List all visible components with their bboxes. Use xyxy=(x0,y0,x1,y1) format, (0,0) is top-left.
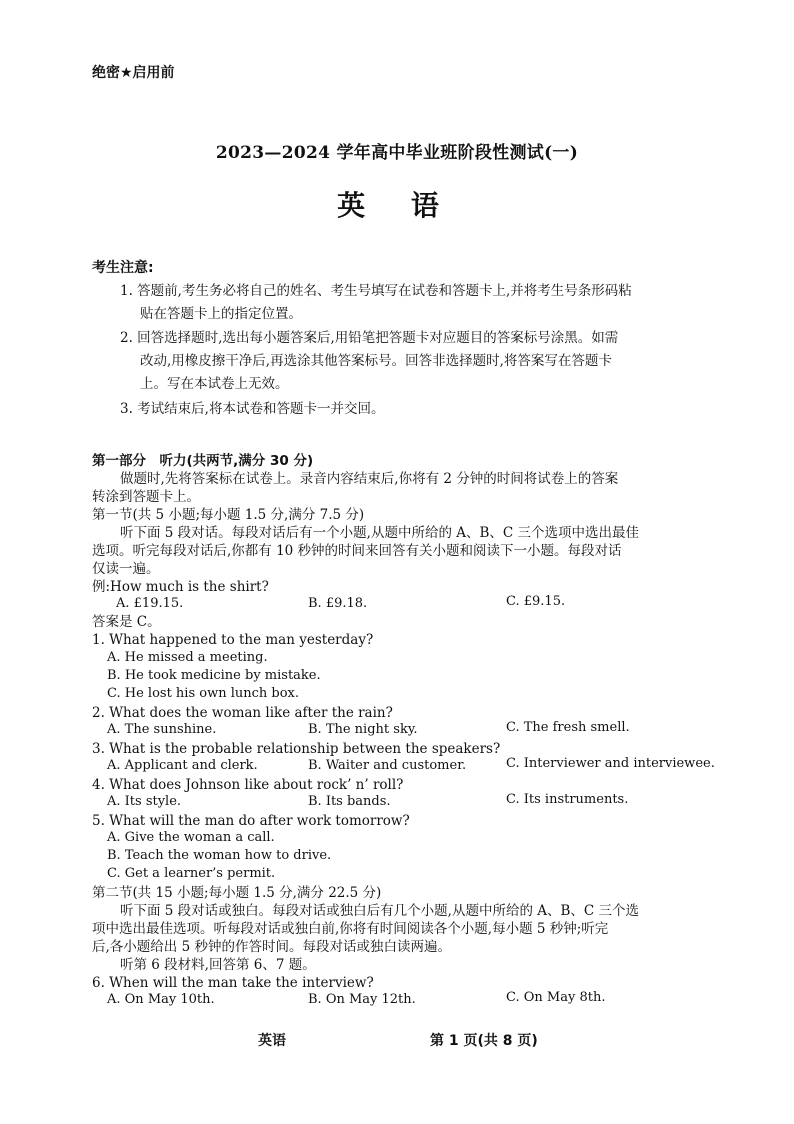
option-3a: A. Applicant and clerk. xyxy=(107,758,258,773)
section2-intro: 听下面 5 段对话或独白。每段对话或独白后有几个小题,从题中所给的 A、B、C 三个选 xyxy=(120,903,640,919)
example-option-a: A. £19.15. xyxy=(116,596,184,611)
footer-subject: 英语 xyxy=(258,1033,286,1049)
option-1c: C. He lost his own lunch box. xyxy=(107,686,300,701)
question-2: 2. What does the woman like after the rain? xyxy=(92,705,393,721)
option-6b: B. On May 12th. xyxy=(308,992,416,1007)
notice-item-2 xyxy=(120,327,708,396)
option-5a: A. Give the woman a call. xyxy=(107,830,275,845)
example-question: 例:How much is the shirt? xyxy=(92,579,269,595)
question-3: 3. What is the probable relationship between the speakers? xyxy=(92,741,501,757)
question-4: 4. What does Johnson like about rock’ n’ roll? xyxy=(92,777,404,793)
notice-item-1 xyxy=(120,280,708,326)
notice-item-3 xyxy=(120,398,708,421)
notice-line: 改动,用橡皮擦干净后,再选涂其他答案标号。回答非选择题时,将答案写在答题卡 xyxy=(140,353,612,369)
option-2b: B. The night sky. xyxy=(308,722,418,737)
option-4b: B. Its bands. xyxy=(308,794,391,809)
part1-heading: 第一部分 听力(共两节,满分 30 分) xyxy=(92,453,314,469)
question-1: 1. What happened to the man yesterday? xyxy=(92,632,374,648)
example-option-b: B. £9.18. xyxy=(308,596,368,611)
notice-line: 贴在答题卡上的指定位置。 xyxy=(140,306,302,322)
option-5c: C. Get a learner’s permit. xyxy=(107,866,276,881)
footer-page-number: 第 1 页(共 8 页) xyxy=(430,1033,538,1049)
notice-line: 3. 考试结束后,将本试卷和答题卡一并交回。 xyxy=(120,401,385,417)
part1-intro: 做题时,先将答案标在试卷上。录音内容结束后,你将有 2 分钟的时间将试卷上的答案 xyxy=(120,471,619,487)
section1-heading: 第一节(共 5 小题;每小题 1.5 分,满分 7.5 分) xyxy=(92,507,365,523)
option-2a: A. The sunshine. xyxy=(107,722,217,737)
option-4c: C. Its instruments. xyxy=(506,792,629,807)
option-1a: A. He missed a meeting. xyxy=(107,650,268,665)
part1-intro: 转涂到答题卡上。 xyxy=(92,489,200,505)
question-6: 6. When will the man take the interview? xyxy=(92,975,374,991)
subject-title: 英 语 xyxy=(337,189,457,222)
option-6c: C. On May 8th. xyxy=(506,990,606,1005)
option-2c: C. The fresh smell. xyxy=(506,720,630,735)
example-answer: 答案是 C。 xyxy=(92,614,161,630)
section1-intro: 听下面 5 段对话。每段对话后有一个小题,从题中所给的 A、B、C 三个选项中选出最佳 xyxy=(120,525,640,541)
option-3b: B. Waiter and customer. xyxy=(308,758,467,773)
confidential-label: 绝密★启用前 xyxy=(92,65,175,81)
notice-line: 2. 回答选择题时,选出每小题答案后,用铅笔把答题卡对应题目的答案标号涂黑。如需 xyxy=(120,330,619,346)
material-instruction: 听第 6 段材料,回答第 6、7 题。 xyxy=(120,957,316,973)
section2-intro: 后,各小题给出 5 秒钟的作答时间。每段对话或独白读两遍。 xyxy=(92,939,451,955)
option-3c: C. Interviewer and interviewee. xyxy=(506,756,715,771)
option-5b: B. Teach the woman how to drive. xyxy=(107,848,332,863)
section1-intro: 仅读一遍。 xyxy=(92,561,160,577)
notice-line: 上。写在本试卷上无效。 xyxy=(140,376,289,392)
example-option-c: C. £9.15. xyxy=(506,594,566,609)
notice-line: 1. 答题前,考生务必将自己的姓名、考生号填写在试卷和答题卡上,并将考生号条形码粘 xyxy=(120,283,632,299)
section1-intro: 选项。听完每段对话后,你都有 10 秒钟的时间来回答有关小题和阅读下一小题。每段对话 xyxy=(92,543,622,559)
exam-title: 2023—2024 学年高中毕业班阶段性测试(一) xyxy=(215,143,579,163)
section2-heading: 第二节(共 15 小题;每小题 1.5 分,满分 22.5 分) xyxy=(92,885,382,901)
option-4a: A. Its style. xyxy=(107,794,182,809)
option-1b: B. He took medicine by mistake. xyxy=(107,668,321,683)
notice-heading: 考生注意: xyxy=(92,260,154,276)
question-5: 5. What will the man do after work tomorrow? xyxy=(92,813,410,829)
section2-intro: 项中选出最佳选项。听每段对话或独白前,你将有时间阅读各个小题,每小题 5 秒钟;听完 xyxy=(92,921,609,937)
option-6a: A. On May 10th. xyxy=(107,992,215,1007)
